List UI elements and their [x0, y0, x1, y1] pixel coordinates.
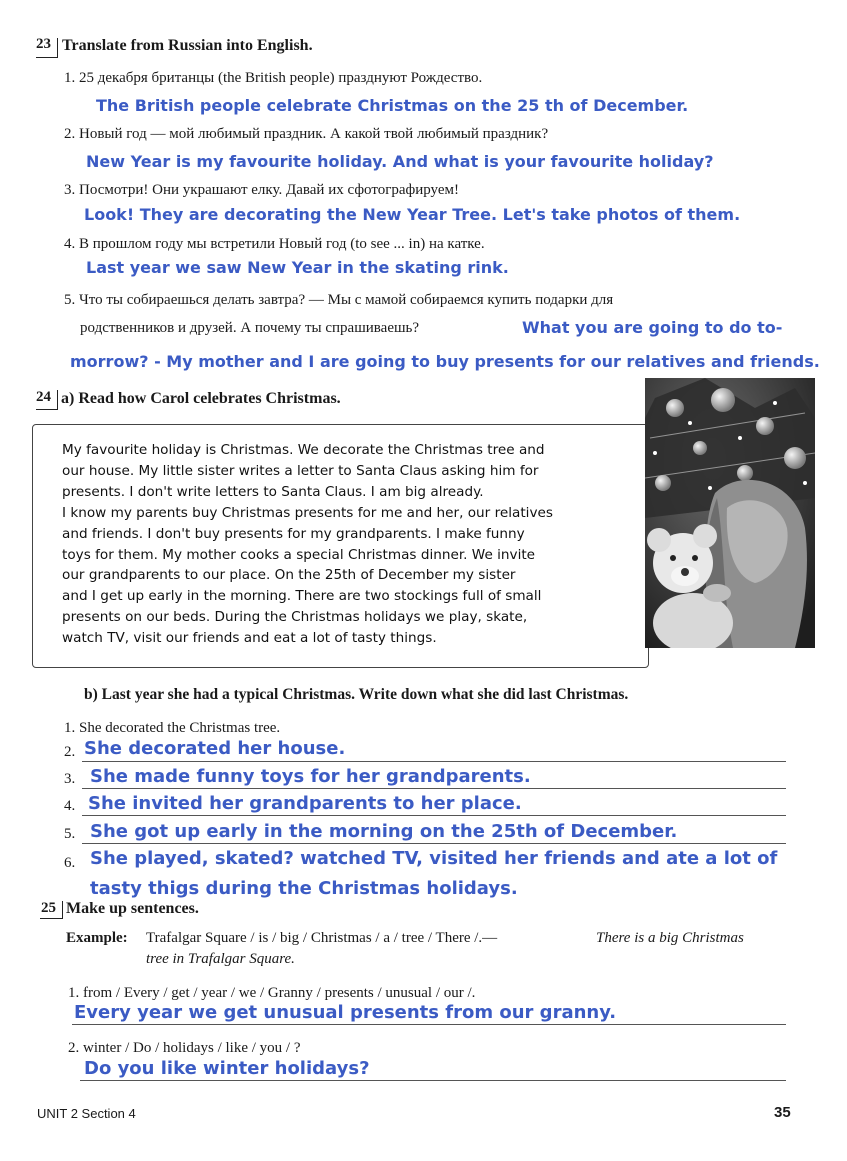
story-line: toys for them. My mother cooks a special Christmas dinner. We invite — [62, 546, 536, 563]
ex25-example-answer-line-1: There is a big Christmas — [596, 930, 744, 946]
ex23-item-3-answer: Look! They are decorating the New Year Tree. Let's take photos of them. — [84, 205, 741, 224]
story-line: presents on our beds. During the Christmas holidays we play, skate, — [62, 609, 528, 626]
footer-unit-section: UNIT 2 Section 4 — [37, 1106, 136, 1121]
ex24-answer-6-line-1: She played, skated? watched TV, visited her friends and ate a lot of — [90, 848, 778, 869]
page-number: 35 — [774, 1104, 791, 1121]
ex24-answer-5: She got up early in the morning on the 25th of December. — [90, 821, 678, 842]
ex24-answer-2-number: 2. — [64, 744, 76, 760]
exercise-23-heading: Translate from Russian into English. — [62, 37, 313, 54]
story-line: and I get up early in the morning. There are two stockings full of small — [62, 588, 542, 605]
story-line: I know my parents buy Christmas presents for me and her, our relatives — [62, 504, 553, 521]
story-line: our house. My little sister writes a letter to Santa Claus asking him for — [62, 462, 539, 479]
ex25-item-2-prompt: 2. winter / Do / holidays / like / you / ? — [68, 1040, 301, 1056]
ex24-answer-6-number: 6. — [64, 855, 76, 871]
ex23-item-2-answer: New Year is my favourite holiday. And what is your favourite holiday? — [86, 152, 714, 171]
story-line: watch TV, visit our friends and eat a lot of tasty things. — [62, 630, 437, 647]
ex25-item-1-answer: Every year we get unusual presents from our granny. — [74, 1002, 617, 1023]
ex24-answer-3-number: 3. — [64, 771, 76, 787]
story-line: My favourite holiday is Christmas. We decorate the Christmas tree and — [62, 442, 545, 458]
ex24-answer-4-number: 4. — [64, 798, 76, 814]
ex23-item-5-answer-line-1: What you are going to do to- — [522, 318, 783, 337]
ex25-item-1-prompt: 1. from / Every / get / year / we / Granny / presents / unusual / our /. — [68, 985, 476, 1001]
christmas-tree-girl-teddy-icon — [645, 378, 815, 648]
exercise-25-number: 25 — [41, 900, 56, 916]
ex23-item-3-russian: 3. Посмотри! Они украшают елку. Давай их сфотографируем! — [64, 182, 460, 198]
ex23-item-2-russian: 2. Новый год — мой любимый праздник. А какой твой любимый праздник? — [64, 126, 549, 142]
christmas-photo — [645, 378, 815, 648]
ex25-example-label: Example: — [66, 930, 128, 946]
ex25-item-2-answer: Do you like winter holidays? — [84, 1058, 370, 1079]
ex23-item-5-russian-line-2: родственников и друзей. А почему ты спрашиваешь? — [80, 320, 420, 336]
carol-story — [62, 440, 632, 649]
story-line: and friends. I don't buy presents for my grandparents. I make funny — [62, 525, 525, 542]
ex24-answer-3: She made funny toys for her grandparents. — [90, 766, 531, 787]
ex24-answer-2: She decorated her house. — [84, 738, 346, 759]
exercise-25-heading: Make up sentences. — [66, 900, 203, 918]
ex23-item-4-russian: 4. В прошлом году мы встретили Новый год (to see ... in) на катке. — [64, 236, 485, 252]
ex23-item-1-answer: The British people celebrate Christmas on the 25 th of December. — [96, 96, 689, 115]
story-line: presents. I don't write letters to Santa Claus. I am big already. — [62, 483, 484, 500]
ex23-item-5-russian-line-1: 5. Что ты собираешься делать завтра? — Мы с мамой собираемся купить подарки для — [64, 292, 614, 308]
ex24-answer-6-line-2: tasty thigs during the Christmas holidays. — [90, 878, 518, 899]
exercise-23-number: 23 — [36, 36, 51, 52]
ex24-example-line: 1. She decorated the Christmas tree. — [64, 720, 281, 736]
ex23-item-1-russian: 1. 25 декабря британцы (the British people) празднуют Рождество. — [64, 70, 483, 86]
ex24-answer-4: She invited her grandparents to her place. — [88, 793, 522, 814]
ex25-example-answer-line-2: tree in Trafalgar Square. — [146, 951, 295, 967]
exercise-24-part-a: a) Read how Carol celebrates Christmas. — [61, 390, 341, 407]
ex24-answer-5-number: 5. — [64, 826, 76, 842]
ex23-item-4-answer: Last year we saw New Year in the skating rink. — [86, 258, 509, 277]
ex25-example-words: Trafalgar Square / is / big / Christmas / a / tree / There /.— — [146, 930, 498, 946]
ex23-item-5-answer-line-2: morrow? - My mother and I are going to buy presents for our relatives and friends. — [70, 352, 820, 371]
story-line: our grandparents to our place. On the 25th of December my sister — [62, 567, 516, 584]
exercise-24-number: 24 — [36, 389, 51, 405]
exercise-24-part-b: b) Last year she had a typical Christmas. Write down what she did last Christmas. — [84, 686, 629, 703]
